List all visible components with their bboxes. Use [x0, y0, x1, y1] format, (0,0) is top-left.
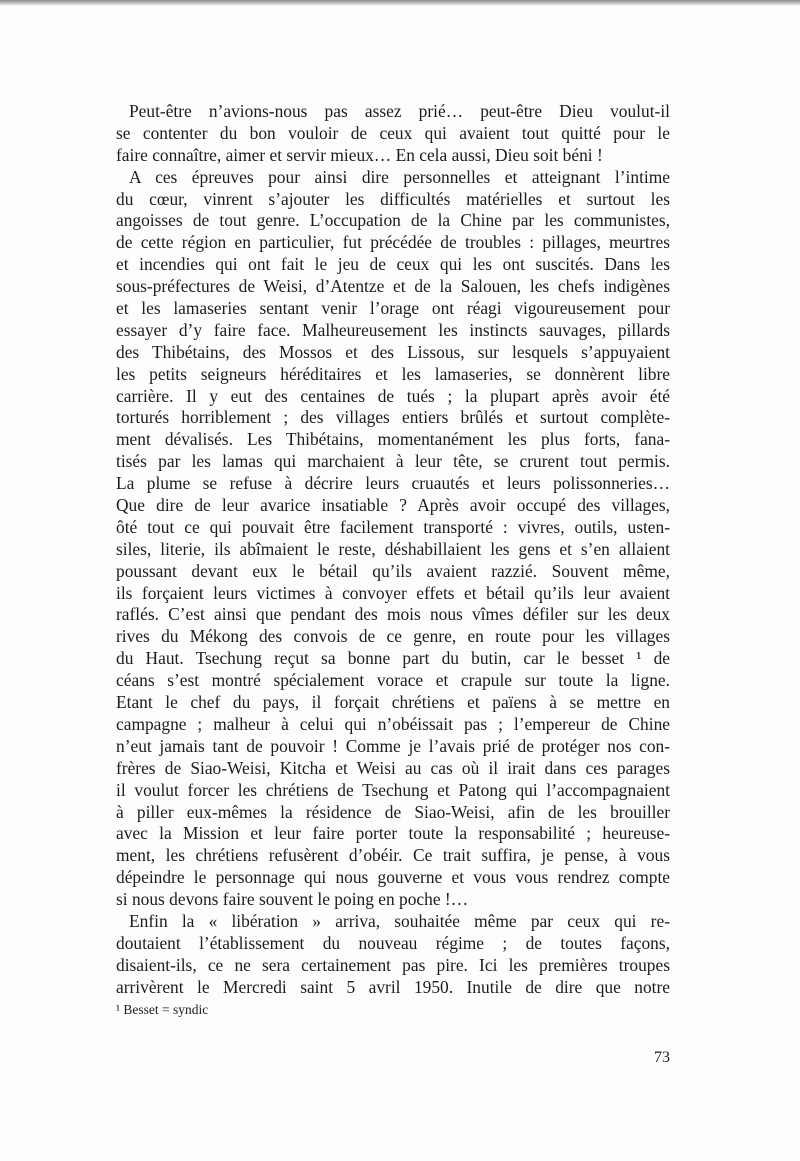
text-line: des Thibétains, des Mossos et des Lissous, sur lesquels s’appuyaient [116, 341, 670, 362]
text-line: ôté tout ce qui pouvait être facilement transporté : vivres, outils, usten- [116, 516, 670, 537]
text-line: ment dévalisés. Les Thibétains, momentanément les plus forts, fana- [116, 429, 670, 450]
footnote: ¹ Besset = syndic [116, 1002, 209, 1017]
text-line: se contenter du bon vouloir de ceux qui avaient tout quitté pour le [116, 122, 670, 143]
text-line: n’eut jamais tant de pouvoir ! Comme je l’avais prié de protéger nos con- [116, 735, 670, 756]
text-line: angoisses de tout genre. L’occupation de la Chine par les communistes, [116, 210, 670, 231]
text-line: les petits seigneurs héréditaires et les lamaseries, se donnèrent libre [116, 363, 670, 384]
text-line: A ces épreuves pour ainsi dire personnelles et atteignant l’intime [129, 166, 670, 187]
text-line: La plume se refuse à décrire leurs cruautés et leurs polissonneries… [116, 473, 670, 494]
text-line: arrivèrent le Mercredi saint 5 avril 1950. Inutile de dire que notre [116, 976, 670, 997]
text-line: du cœur, vinrent s’ajouter les difficultés matérielles et surtout les [116, 188, 670, 209]
text-line: frères de Siao-Weisi, Kitcha et Weisi au cas où il irait dans ces parages [116, 757, 670, 778]
text-line: rives du Mékong des convois de ce genre, en route pour les villages [116, 626, 670, 647]
text-line: avec la Mission et leur faire porter toute la responsabilité ; heureuse- [116, 823, 670, 844]
text-line: ment, les chrétiens refusèrent d’obéir. Ce trait suffira, je pense, à vous [116, 845, 670, 866]
text-line: Que dire de leur avarice insatiable ? Après avoir occupé des villages, [116, 495, 670, 516]
text-line: et les lamaseries sentant venir l’orage ont réagi vigoureusement pour [116, 298, 670, 319]
text-line: faire connaître, aimer et servir mieux… En cela aussi, Dieu soit béni ! [116, 144, 603, 165]
text-line: et incendies qui ont fait le jeu de ceux qui les ont suscités. Dans les [116, 254, 670, 275]
text-line: carrière. Il y eut des centaines de tués ; la plupart après avoir été [116, 385, 670, 406]
text-line: siles, literie, ils abîmaient le reste, déshabillaient les gens et s’en allaient [116, 538, 670, 559]
scan-edge-shadow [0, 0, 800, 6]
page-number: 73 [654, 1049, 670, 1066]
text-line: il voulut forcer les chrétiens de Tsechung et Patong qui l’accompagnaient [116, 779, 670, 800]
text-line: si nous devons faire souvent le poing en poche !… [116, 889, 469, 910]
text-line: sous-préfectures de Weisi, d’Atentze et de la Salouen, les chefs indigènes [116, 276, 670, 297]
text-line: poussant devant eux le bétail qu’ils avaient razzié. Souvent même, [116, 560, 670, 581]
text-line: ils forçaient leurs victimes à convoyer effets et bétail qu’ils leur avaient [116, 582, 670, 603]
text-line: Peut-être n’avions-nous pas assez prié… peut-être Dieu voulut-il [129, 101, 670, 121]
text-line: tisés par les lamas qui marchaient à leur tête, se crurent tout permis. [116, 451, 670, 472]
text-line: doutaient l’établissement du nouveau régime ; de toutes façons, [116, 932, 670, 953]
text-line: campagne ; malheur à celui qui n’obéissait pas ; l’empereur de Chine [116, 713, 670, 734]
text-line: de cette région en particulier, fut précédée de troubles : pillages, meurtres [116, 232, 670, 253]
text-line: disaient-ils, ce ne sera certainement pas pire. Ici les premières troupes [116, 954, 670, 975]
body-text [116, 101, 670, 999]
text-line: céans s’est montré spécialement vorace et crapule sur toute la ligne. [116, 670, 670, 691]
text-line: torturés horriblement ; des villages entiers brûlés et surtout complète- [116, 407, 670, 428]
text-line: Enfin la « libération » arriva, souhaitée même par ceux qui re- [129, 910, 670, 931]
text-line: essayer d’y faire face. Malheureusement les instincts sauvages, pillards [116, 319, 670, 340]
text-line: à piller eux-mêmes la résidence de Siao-Weisi, afin de les brouiller [116, 801, 670, 822]
text-line: dépeindre le personnage qui nous gouverne et vous vous rendrez compte [116, 867, 670, 888]
text-line: du Haut. Tsechung reçut sa bonne part du butin, car le besset ¹ de [116, 648, 670, 669]
text-line: raflés. C’est ainsi que pendant des mois nous vîmes défiler sur les deux [116, 604, 670, 625]
text-line: Etant le chef du pays, il forçait chrétiens et païens à se mettre en [116, 692, 670, 713]
